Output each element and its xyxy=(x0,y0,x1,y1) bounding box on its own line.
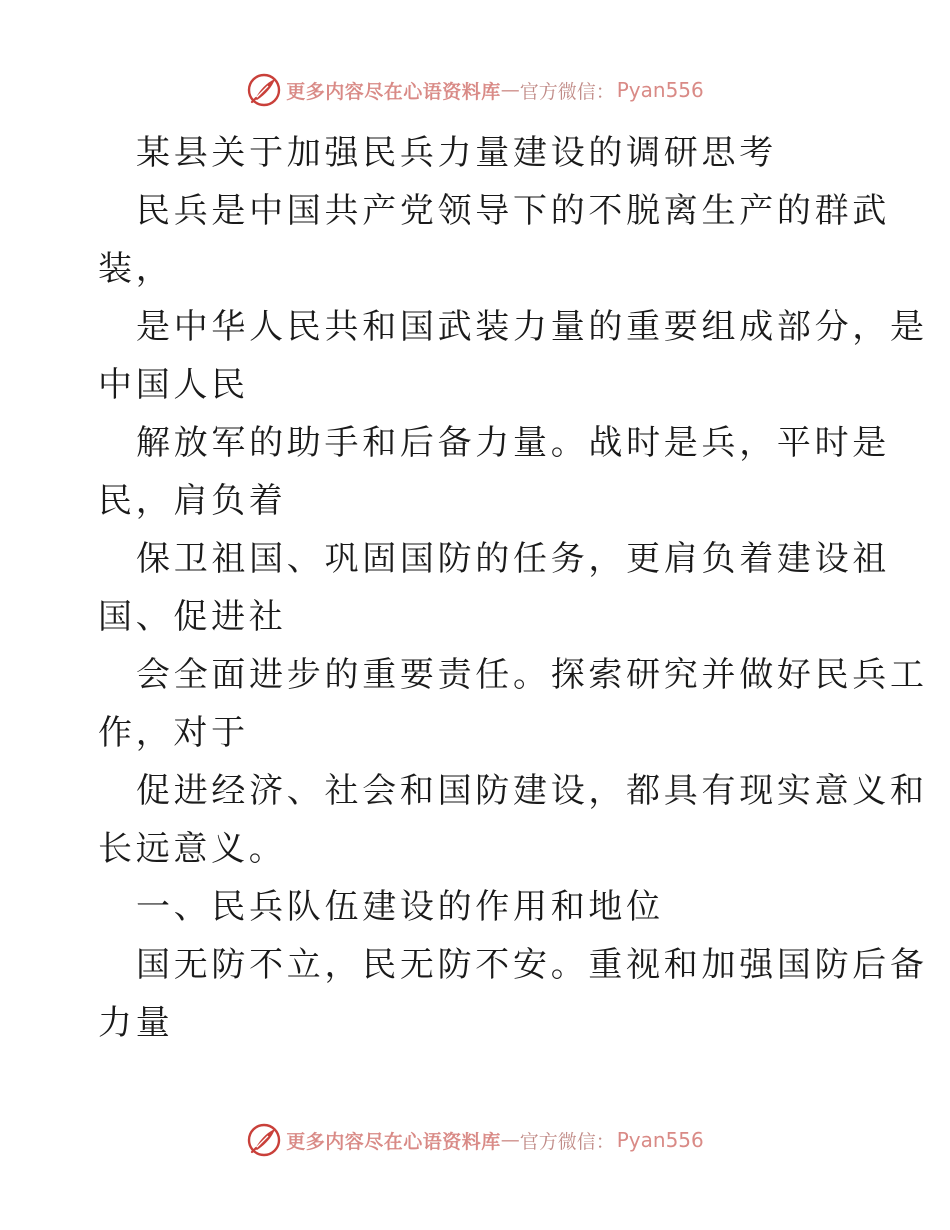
banner-separator: — xyxy=(500,79,520,101)
text-line: 民兵是中国共产党领导下的不脱离生产的群武 xyxy=(136,191,890,231)
text-line: 是中华人民共和国武装力量的重要组成部分，是 xyxy=(136,307,928,347)
feather-pen-logo-icon xyxy=(246,1122,282,1158)
document-title: 某县关于加强民兵力量建设的调研思考 xyxy=(136,133,777,173)
banner-separator: — xyxy=(500,1129,520,1151)
text-line: 中国人民 xyxy=(98,365,249,405)
banner-main-text: 更多内容尽在心语资料库 xyxy=(286,1130,501,1153)
header-watermark-banner xyxy=(0,70,950,110)
document-body xyxy=(98,124,928,1052)
banner-wechat-id: Pyan556 xyxy=(616,78,704,102)
section-heading: 一、民兵队伍建设的作用和地位 xyxy=(136,887,664,927)
text-line: 解放军的助手和后备力量。战时是兵，平时是 xyxy=(136,423,890,463)
text-line: 国、促进社 xyxy=(98,597,287,637)
text-line: 长远意义。 xyxy=(98,829,287,869)
banner-main-text: 更多内容尽在心语资料库 xyxy=(286,80,501,103)
text-line: 作，对于 xyxy=(98,713,249,753)
banner-wechat-label: 官方微信： xyxy=(519,1130,615,1153)
text-line: 会全面进步的重要责任。探索研究并做好民兵工 xyxy=(136,655,928,695)
banner-wechat-id: Pyan556 xyxy=(616,1128,704,1152)
text-line: 装， xyxy=(98,249,174,289)
text-line: 保卫祖国、巩固国防的任务，更肩负着建设祖 xyxy=(136,539,890,579)
text-line: 力量 xyxy=(98,1003,174,1043)
footer-watermark-banner xyxy=(0,1120,950,1160)
text-line: 民，肩负着 xyxy=(98,481,287,521)
banner-wechat-label: 官方微信： xyxy=(519,80,615,103)
text-line: 国无防不立，民无防不安。重视和加强国防后备 xyxy=(136,945,928,985)
feather-pen-logo-icon xyxy=(246,72,282,108)
text-line: 促进经济、社会和国防建设，都具有现实意义和 xyxy=(136,771,928,811)
